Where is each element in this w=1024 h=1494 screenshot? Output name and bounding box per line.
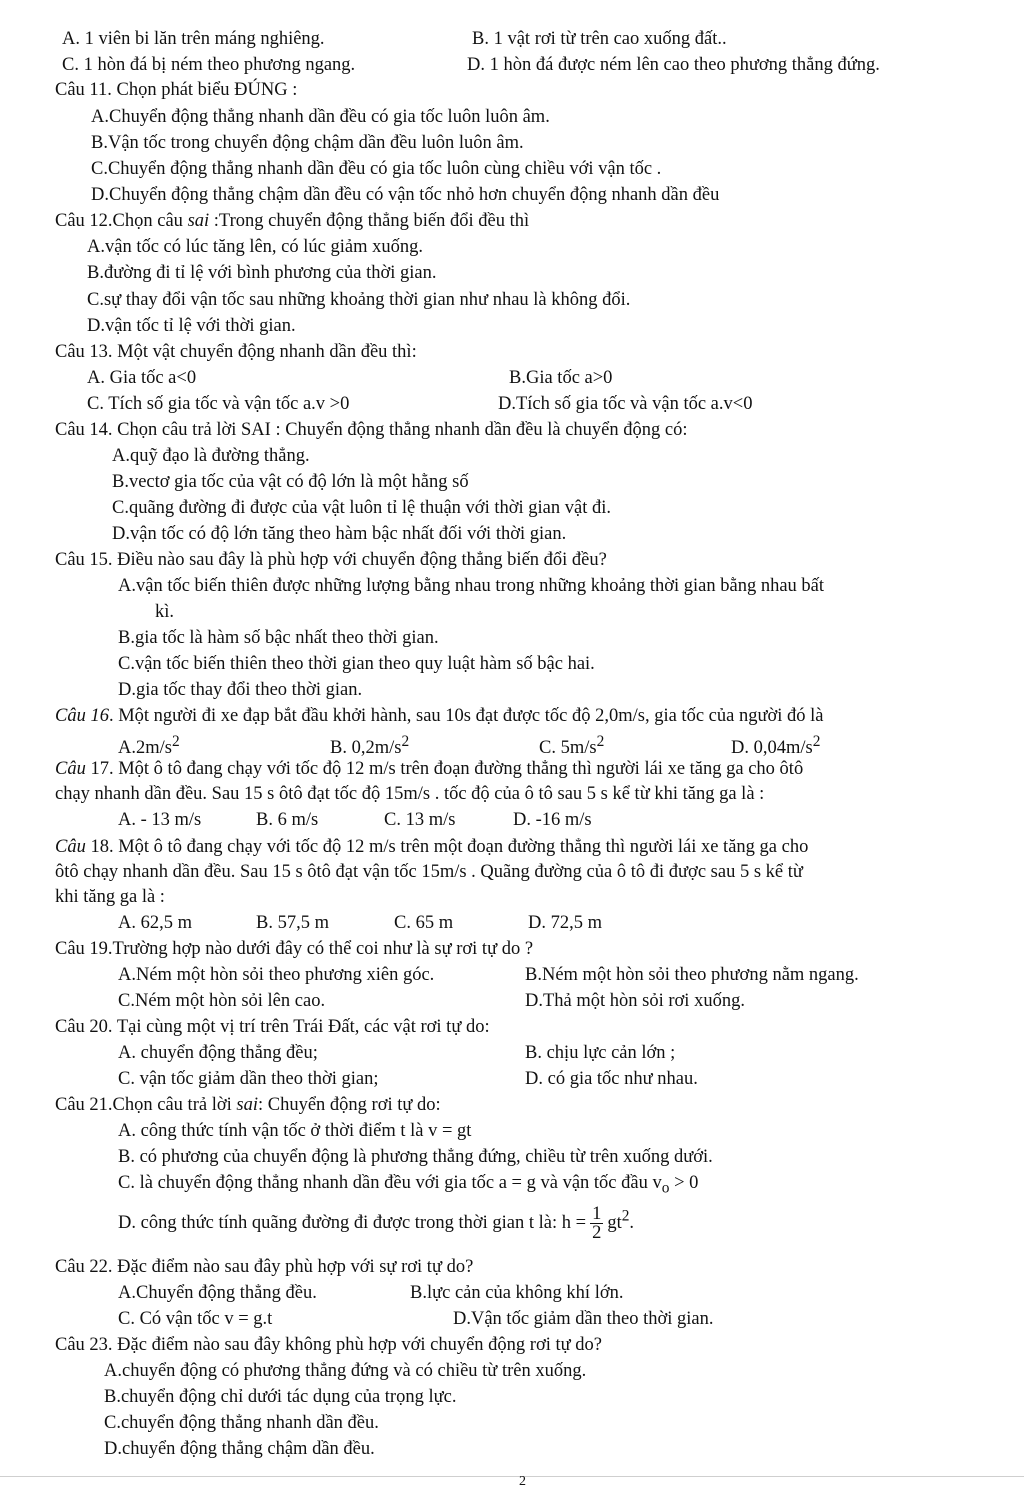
question-18-stem: Câu 18. Một ô tô đang chạy với tốc độ 12 m/s trên một đoạn đường thẳng thì người lái xe tăng ga cho bbox=[55, 837, 809, 857]
q18-option-d: D. 72,5 m bbox=[528, 913, 602, 933]
q21-option-a: A. công thức tính vận tốc ở thời điểm t là v = gt bbox=[118, 1121, 472, 1141]
q20-option-c: C. vận tốc giảm dần theo thời gian; bbox=[118, 1069, 379, 1089]
q15-option-d: D.gia tốc thay đổi theo thời gian. bbox=[118, 680, 363, 700]
question-16-stem: Câu 16. Một người đi xe đạp bắt đầu khởi hành, sau 10s đạt được tốc độ 2,0m/s, gia tốc của người đó là bbox=[55, 706, 824, 726]
q16-option-c: C. $5m/s^2$ bbox=[539, 733, 605, 759]
q12-option-b: B.đường đi tỉ lệ với bình phương của thời gian. bbox=[87, 263, 437, 283]
q21-option-c: C. là chuyển động thẳng nhanh dần đều với gia tốc a = g và vận tốc đầu $v_o > 0$ bbox=[118, 1173, 699, 1197]
q15-option-b: B.gia tốc là hàm số bậc nhất theo thời gian. bbox=[118, 628, 439, 648]
q20-option-d: D. có gia tốc như nhau. bbox=[525, 1069, 698, 1089]
q12-option-d: D.vận tốc tỉ lệ với thời gian. bbox=[87, 316, 296, 336]
option-d: D. 1 hòn đá được ném lên cao theo phương thẳng đứng. bbox=[467, 55, 880, 75]
q13-option-c: C. Tích số gia tốc và vận tốc a.v >0 bbox=[87, 394, 350, 414]
option-c: C. 1 hòn đá bị ném theo phương ngang. bbox=[62, 55, 356, 75]
q11-option-d: D.Chuyển động thẳng chậm dần đều có vận tốc nhỏ hơn chuyển động nhanh dần đều bbox=[91, 185, 720, 205]
question-15-stem: Câu 15. Điều nào sau đây là phù hợp với chuyển động thẳng biến đổi đều? bbox=[55, 550, 607, 570]
q15-option-a: A.vận tốc biến thiên được những lượng bằng nhau trong những khoảng thời gian bằng nhau bất bbox=[118, 576, 825, 596]
q18-option-b: B. 57,5 m bbox=[256, 913, 329, 933]
q23-option-c: C.chuyển động thẳng nhanh dần đều. bbox=[104, 1413, 379, 1433]
question-13-stem: Câu 13. Một vật chuyển động nhanh dần đều thì: bbox=[55, 342, 417, 362]
q15-option-a-cont: kì. bbox=[155, 602, 175, 622]
q15-option-c: C.vận tốc biến thiên theo thời gian theo quy luật hàm số bậc hai. bbox=[118, 654, 595, 674]
q17-option-b: B. 6 m/s bbox=[256, 810, 319, 830]
q19-option-a: A.Ném một hòn sỏi theo phương xiên góc. bbox=[118, 965, 435, 985]
q22-option-c: C. Có vận tốc v = g.t bbox=[118, 1309, 273, 1329]
q12-option-a: A.vận tốc có lúc tăng lên, có lúc giảm xuống. bbox=[87, 237, 423, 257]
q20-option-b: B. chịu lực cản lớn ; bbox=[525, 1043, 676, 1063]
q11-option-b: B.Vận tốc trong chuyển động chậm dần đều luôn luôn âm. bbox=[91, 133, 524, 153]
q22-option-b: B.lực cản của không khí lớn. bbox=[410, 1283, 624, 1303]
q21-option-d: D. công thức tính quãng đường đi được trong thời gian t là: h = $\frac{1}{2}$ $gt^2$. bbox=[118, 1204, 635, 1243]
q23-option-a: A.chuyển động có phương thẳng đứng và có chiều từ trên xuống. bbox=[104, 1361, 587, 1381]
q14-option-a: A.quỹ đạo là đường thẳng. bbox=[112, 446, 310, 466]
question-12-stem: Câu 12.Chọn câu sai :Trong chuyển động thẳng biến đổi đều thì bbox=[55, 211, 530, 231]
q23-option-b: B.chuyển động chỉ dưới tác dụng của trọng lực. bbox=[104, 1387, 457, 1407]
question-17-stem-cont: chạy nhanh dần đều. Sau 15 s ôtô đạt tốc độ 15m/s . tốc độ của ô tô sau 5 s kể từ khi tăng ga là : bbox=[55, 784, 765, 804]
question-21-stem: Câu 21.Chọn câu trả lời sai: Chuyển động rơi tự do: bbox=[55, 1095, 441, 1115]
option-a: A. 1 viên bi lăn trên máng nghiêng. bbox=[62, 29, 325, 49]
question-11-stem: Câu 11. Chọn phát biểu ĐÚNG : bbox=[55, 80, 298, 100]
q12-option-c: C.sự thay đổi vận tốc sau những khoảng thời gian như nhau là không đổi. bbox=[87, 290, 631, 310]
q17-option-d: D. -16 m/s bbox=[513, 810, 592, 830]
q11-option-a: A.Chuyển động thẳng nhanh dần đều có gia tốc luôn luôn âm. bbox=[91, 107, 550, 127]
question-20-stem: Câu 20. Tại cùng một vị trí trên Trái Đất, các vật rơi tự do: bbox=[55, 1017, 490, 1037]
q13-option-a: A. Gia tốc a<0 bbox=[87, 368, 197, 388]
q14-option-c: C.quãng đường đi được của vật luôn tỉ lệ thuận với thời gian vật đi. bbox=[112, 498, 611, 518]
q19-option-d: D.Thả một hòn sỏi rơi xuống. bbox=[525, 991, 745, 1011]
question-23-stem: Câu 23. Đặc điểm nào sau đây không phù hợp với chuyển động rơi tự do? bbox=[55, 1335, 602, 1355]
question-22-stem: Câu 22. Đặc điểm nào sau đây phù hợp với sự rơi tự do? bbox=[55, 1257, 474, 1277]
page-bottom-rule bbox=[0, 1476, 1024, 1477]
q14-option-d: D.vận tốc có độ lớn tăng theo hàm bậc nhất đối với thời gian. bbox=[112, 524, 567, 544]
q22-option-d: D.Vận tốc giảm dần theo thời gian. bbox=[453, 1309, 714, 1329]
q18-option-c: C. 65 m bbox=[394, 913, 454, 933]
q16-option-d: D. $0,04m/s^2$ bbox=[731, 733, 821, 759]
q16-option-b: B. $0,2m/s^2$ bbox=[330, 733, 410, 759]
question-14-stem: Câu 14. Chọn câu trả lời SAI : Chuyển động thẳng nhanh dần đều là chuyển động có: bbox=[55, 420, 688, 440]
q18-option-a: A. 62,5 m bbox=[118, 913, 192, 933]
q20-option-a: A. chuyển động thẳng đều; bbox=[118, 1043, 318, 1063]
q16-option-a: $A.2m/s^2$ bbox=[118, 733, 180, 759]
question-17-stem: Câu 17. Một ô tô đang chạy với tốc độ 12 m/s trên đoạn đường thẳng thì người lái xe tăng ga cho ôtô bbox=[55, 759, 804, 779]
q13-option-b: B.Gia tốc a>0 bbox=[509, 368, 613, 388]
page-number: 2 bbox=[519, 1474, 526, 1489]
option-b: B. 1 vật rơi từ trên cao xuống đất.. bbox=[472, 29, 727, 49]
q11-option-c: C.Chuyển động thẳng nhanh dần đều có gia tốc luôn cùng chiều với vận tốc . bbox=[91, 159, 662, 179]
q23-option-d: D.chuyển động thẳng chậm dần đều. bbox=[104, 1439, 375, 1459]
question-18-stem-cont: ôtô chạy nhanh dần đều. Sau 15 s ôtô đạt vận tốc 15m/s . Quãng đường của ô tô đi được sau 5 s kể từ bbox=[55, 862, 803, 882]
question-18-stem-cont2: khi tăng ga là : bbox=[55, 887, 165, 907]
q22-option-a: A.Chuyển động thẳng đều. bbox=[118, 1283, 317, 1303]
q19-option-c: C.Ném một hòn sỏi lên cao. bbox=[118, 991, 326, 1011]
fraction-one-half: $\frac{1}{2}$ bbox=[592, 1204, 602, 1243]
q21-option-b: B. có phương của chuyển động là phương thẳng đứng, chiều từ trên xuống dưới. bbox=[118, 1147, 713, 1167]
q19-option-b: B.Ném một hòn sỏi theo phương nằm ngang. bbox=[525, 965, 859, 985]
q17-option-a: A. - 13 m/s bbox=[118, 810, 202, 830]
q14-option-b: B.vectơ gia tốc của vật có độ lớn là một hằng số bbox=[112, 472, 469, 492]
q17-option-c: C. 13 m/s bbox=[384, 810, 456, 830]
question-19-stem: Câu 19.Trường hợp nào dưới đây có thể coi như là sự rơi tự do ? bbox=[55, 939, 534, 959]
q13-option-d: D.Tích số gia tốc và vận tốc a.v<0 bbox=[498, 394, 753, 414]
